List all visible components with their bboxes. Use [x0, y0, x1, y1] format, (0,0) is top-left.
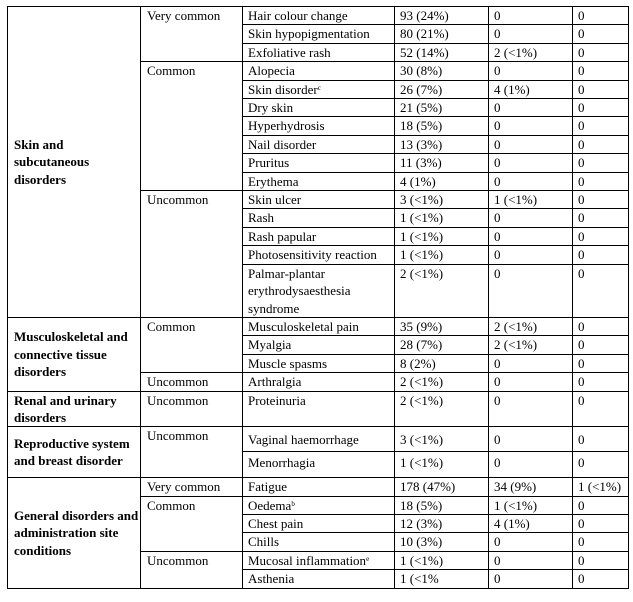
value-cell: 0: [489, 570, 573, 588]
term-cell: [243, 7, 395, 25]
value-cell: 0: [489, 427, 573, 451]
frequency-cell: Common: [141, 496, 243, 551]
value-cell: 0: [489, 373, 573, 391]
term-footnote: b: [291, 499, 295, 508]
term-cell: [243, 570, 395, 588]
soc-cell: Skin and subcutaneous disorders: [8, 7, 141, 318]
value-cell: 4 (1%): [489, 80, 573, 98]
value-cell: 1 (<1%): [489, 496, 573, 514]
term-cell: [243, 172, 395, 190]
value-cell: 28 (7%): [395, 336, 489, 354]
value-cell: 0: [573, 264, 629, 317]
term-label: Vaginal haemorrhage: [248, 432, 359, 448]
term-label: Proteinuria: [248, 392, 306, 408]
value-cell: 0: [573, 246, 629, 264]
value-cell: 93 (24%): [395, 7, 489, 25]
value-cell: 0: [489, 62, 573, 80]
term-cell: [243, 227, 395, 245]
term-label: Muscle spasms: [248, 355, 328, 371]
term-label: Hair colour change: [248, 8, 348, 23]
term-cell: [243, 191, 395, 209]
value-cell: 0: [573, 570, 629, 588]
value-cell: 1 (<1%): [395, 246, 489, 264]
term-label: Photosensitivity reaction: [248, 247, 377, 263]
term-label: Chills: [248, 534, 280, 550]
value-cell: 0: [573, 354, 629, 372]
value-cell: 18 (5%): [395, 117, 489, 135]
value-cell: 0: [573, 227, 629, 245]
table-row: [8, 478, 629, 496]
value-cell: 0: [489, 246, 573, 264]
value-cell: 2 (<1%): [395, 264, 489, 317]
frequency-cell: Uncommon: [141, 427, 243, 478]
term-label: Myalgia: [248, 337, 292, 353]
term-cell: [243, 99, 395, 117]
term-label: Nail disorder: [248, 136, 317, 152]
value-cell: 2 (<1%): [489, 43, 573, 61]
value-cell: 0: [489, 533, 573, 551]
value-cell: 10 (3%): [395, 533, 489, 551]
frequency-cell: Uncommon: [141, 391, 243, 427]
term-cell: [243, 354, 395, 372]
value-cell: 0: [489, 209, 573, 227]
value-cell: 0: [573, 43, 629, 61]
value-cell: 0: [573, 391, 629, 427]
term-cell: [243, 514, 395, 532]
term-label: Exfoliative rash: [248, 44, 331, 60]
term-cell: [243, 80, 395, 98]
value-cell: 12 (3%): [395, 514, 489, 532]
term-cell: [243, 117, 395, 135]
term-cell: [243, 43, 395, 61]
soc-cell: Reproductive system and breast disorder: [8, 427, 141, 478]
term-label: Musculoskeletal pain: [248, 318, 359, 334]
value-cell: 0: [573, 317, 629, 335]
frequency-cell: Common: [141, 317, 243, 372]
term-label: Rash papular: [248, 228, 317, 244]
value-cell: 4 (1%): [489, 514, 573, 532]
term-label: Pruritus: [248, 155, 290, 171]
value-cell: 13 (3%): [395, 135, 489, 153]
term-cell: [243, 451, 395, 477]
value-cell: 0: [573, 172, 629, 190]
soc-cell: General disorders and administration site conditions: [8, 478, 141, 588]
term-label: Mucosal inflammation: [248, 552, 367, 568]
value-cell: 0: [573, 551, 629, 569]
term-label: Dry skin: [248, 100, 294, 116]
term-label: Skin disorder: [248, 81, 318, 97]
value-cell: 0: [573, 25, 629, 43]
term-cell: [243, 209, 395, 227]
value-cell: 0: [573, 117, 629, 135]
frequency-cell: Uncommon: [141, 551, 243, 588]
value-cell: 0: [573, 80, 629, 98]
term-cell: [243, 25, 395, 43]
value-cell: 8 (2%): [395, 354, 489, 372]
table-row: [8, 391, 629, 427]
value-cell: 4 (1%): [395, 172, 489, 190]
value-cell: 35 (9%): [395, 317, 489, 335]
term-label: Skin hypopigmentation: [248, 26, 370, 42]
value-cell: 0: [489, 551, 573, 569]
value-cell: 1 (<1%): [395, 227, 489, 245]
term-cell: [243, 62, 395, 80]
value-cell: 0: [573, 99, 629, 117]
value-cell: 0: [489, 7, 573, 25]
term-label: Skin ulcer: [248, 192, 302, 208]
value-cell: 0: [573, 427, 629, 451]
adverse-reactions-table: [7, 6, 629, 589]
frequency-cell: Uncommon: [141, 191, 243, 318]
value-cell: 0: [489, 99, 573, 117]
term-cell: [243, 533, 395, 551]
value-cell: 0: [573, 533, 629, 551]
term-cell: [243, 391, 395, 427]
value-cell: 1 (<1%: [395, 570, 489, 588]
value-cell: 1 (<1%): [395, 451, 489, 477]
table-row: [8, 317, 629, 335]
value-cell: 2 (<1%): [395, 391, 489, 427]
value-cell: 0: [489, 354, 573, 372]
value-cell: 0: [489, 451, 573, 477]
value-cell: 34 (9%): [489, 478, 573, 496]
value-cell: 0: [573, 514, 629, 532]
term-label: Palmar-plantar erythrodysaesthesia syndrome: [248, 265, 351, 316]
term-cell: [243, 478, 395, 496]
table-row: [8, 427, 629, 451]
value-cell: 0: [573, 154, 629, 172]
value-cell: 0: [573, 209, 629, 227]
value-cell: 0: [489, 154, 573, 172]
value-cell: 30 (8%): [395, 62, 489, 80]
value-cell: 0: [573, 336, 629, 354]
value-cell: 0: [489, 227, 573, 245]
value-cell: 3 (<1%): [395, 427, 489, 451]
term-cell: [243, 154, 395, 172]
value-cell: 26 (7%): [395, 80, 489, 98]
term-label: Fatigue: [248, 479, 287, 495]
term-cell: [243, 551, 395, 569]
term-label: Oedema: [248, 497, 292, 513]
value-cell: 1 (<1%): [489, 191, 573, 209]
value-cell: 0: [573, 62, 629, 80]
value-cell: 0: [573, 191, 629, 209]
value-cell: 0: [489, 172, 573, 190]
term-label: Chest pain: [248, 515, 304, 531]
value-cell: 11 (3%): [395, 154, 489, 172]
term-footnote: e: [366, 554, 370, 563]
frequency-cell: Very common: [141, 7, 243, 62]
value-cell: 1 (<1%): [573, 478, 629, 496]
term-label: Hyperhydrosis: [248, 118, 325, 134]
value-cell: 1 (<1%): [395, 551, 489, 569]
soc-cell: Renal and urinary disorders: [8, 391, 141, 427]
frequency-cell: Very common: [141, 478, 243, 496]
term-footnote: c: [317, 83, 321, 92]
value-cell: 2 (<1%): [489, 317, 573, 335]
term-label: Erythema: [248, 173, 299, 189]
table-row: [8, 7, 629, 25]
term-label: Alopecia: [248, 63, 295, 79]
value-cell: 0: [489, 135, 573, 153]
term-label: Rash: [248, 210, 274, 226]
term-cell: [243, 135, 395, 153]
value-cell: 3 (<1%): [395, 191, 489, 209]
term-label: Arthralgia: [248, 374, 302, 390]
value-cell: 52 (14%): [395, 43, 489, 61]
term-cell: [243, 373, 395, 391]
value-cell: 0: [489, 391, 573, 427]
value-cell: 2 (<1%): [489, 336, 573, 354]
value-cell: 0: [489, 117, 573, 135]
adverse-reactions-table-container: [7, 6, 629, 589]
value-cell: 2 (<1%): [395, 373, 489, 391]
value-cell: 0: [489, 25, 573, 43]
term-cell: [243, 336, 395, 354]
value-cell: 1 (<1%): [395, 209, 489, 227]
frequency-cell: Uncommon: [141, 373, 243, 391]
value-cell: 0: [573, 135, 629, 153]
term-cell: [243, 427, 395, 451]
value-cell: 0: [573, 7, 629, 25]
value-cell: 178 (47%): [395, 478, 489, 496]
term-label: Asthenia: [248, 571, 295, 587]
value-cell: 0: [489, 264, 573, 317]
term-cell: [243, 264, 395, 317]
term-cell: [243, 496, 395, 514]
soc-cell: Musculoskeletal and connective tissue disorders: [8, 317, 141, 391]
term-cell: [243, 246, 395, 264]
value-cell: 80 (21%): [395, 25, 489, 43]
value-cell: 0: [573, 373, 629, 391]
frequency-cell: Common: [141, 62, 243, 191]
value-cell: 0: [573, 496, 629, 514]
value-cell: 18 (5%): [395, 496, 489, 514]
value-cell: 0: [573, 451, 629, 477]
term-label: Menorrhagia: [248, 454, 316, 470]
value-cell: 21 (5%): [395, 99, 489, 117]
term-cell: [243, 317, 395, 335]
